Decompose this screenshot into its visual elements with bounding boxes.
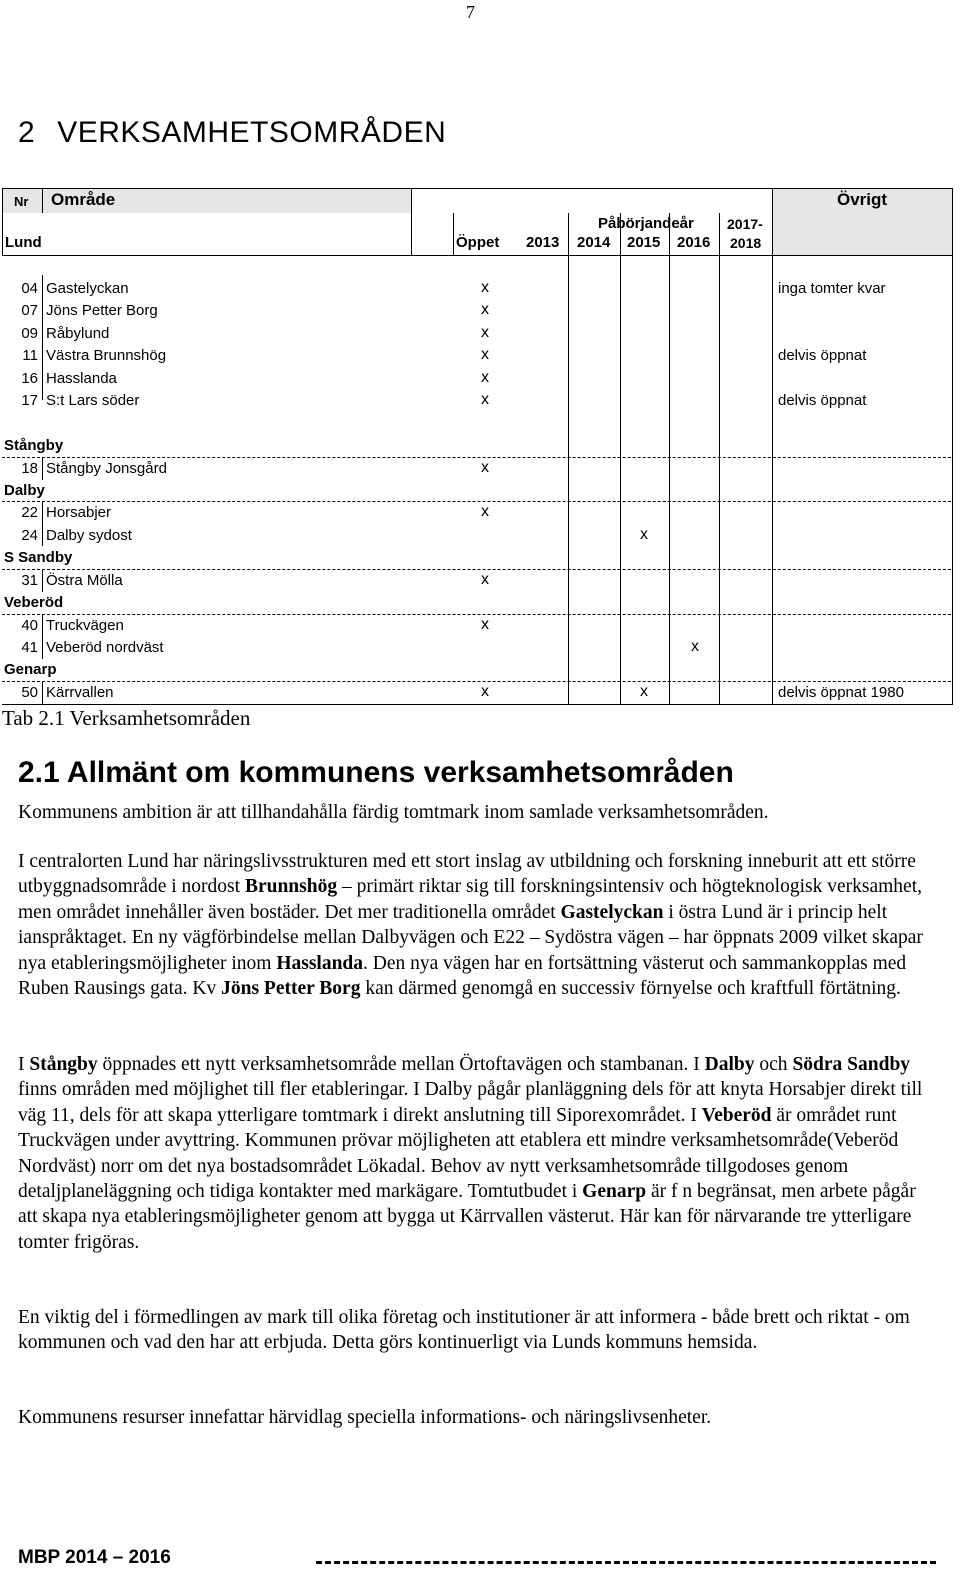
- place-name: Södra Sandby: [792, 1054, 911, 1075]
- header-ovrigt: Övrigt: [837, 190, 888, 209]
- row-nr: 17: [21, 392, 38, 409]
- row-nr: 18: [21, 460, 38, 477]
- group-label: Genarp: [4, 661, 57, 678]
- row-note: delvis öppnat 1980: [778, 684, 904, 701]
- footer-rule: [316, 1561, 936, 1564]
- row-mark: x: [481, 346, 489, 363]
- header-paborjandear: Påbörjandeår: [598, 215, 694, 232]
- place-name: Brunnshög: [244, 876, 338, 898]
- row-note: inga tomter kvar: [778, 280, 886, 297]
- row-nr: 50: [21, 684, 38, 701]
- table-border: [2, 188, 952, 189]
- place-name: Jöns Petter Borg: [221, 978, 361, 1000]
- col-rule: [42, 457, 43, 480]
- row-name: Veberöd nordväst: [46, 639, 164, 656]
- header-nr: Nr: [14, 194, 29, 209]
- row-name: Västra Brunnshög: [46, 347, 167, 364]
- group-separator: [2, 681, 951, 682]
- row-nr: 11: [22, 347, 38, 364]
- row-nr: 41: [21, 639, 38, 656]
- row-name: Jöns Petter Borg: [46, 302, 158, 319]
- header-omrade: Område: [51, 190, 116, 209]
- row-name: Stångby Jonsgård: [46, 460, 167, 477]
- col-rule: [568, 255, 569, 705]
- row-nr: 07: [21, 302, 38, 319]
- footer-label: MBP 2014 – 2016: [18, 1547, 171, 1568]
- header-2013: 2013: [526, 234, 560, 251]
- row-name: Hasslanda: [46, 370, 117, 387]
- row-mark: x: [481, 459, 489, 476]
- chapter-title: VERKSAMHETSOMRÅDEN: [57, 116, 447, 149]
- row-name: Kärrvallen: [46, 684, 114, 701]
- header-2018: 2018: [730, 235, 762, 251]
- group-separator: [2, 614, 951, 615]
- chapter-number: 2: [18, 116, 36, 149]
- col-rule: [453, 213, 454, 255]
- group-separator: [2, 501, 951, 502]
- row-mark: x: [481, 324, 489, 341]
- row-name: Gastelyckan: [46, 280, 129, 297]
- areas-table: [2, 188, 953, 706]
- table-border: [2, 255, 952, 256]
- row-nr: 40: [21, 617, 38, 634]
- header-2016: 2016: [677, 234, 711, 251]
- col-rule: [620, 255, 621, 705]
- section-heading: 2.1 Allmänt om kommunens verksamhetsområden: [18, 756, 734, 789]
- row-nr: 31: [21, 572, 38, 589]
- place-name: Hasslanda: [276, 952, 364, 974]
- place-name: Genarp: [582, 1181, 647, 1203]
- group-label: Veberöd: [4, 594, 64, 611]
- row-name: Horsabjer: [46, 504, 112, 521]
- row-nr: 16: [21, 370, 38, 387]
- paragraph: I Stångby öppnades ett nytt verksamhetsområde mellan Örtoftavägen och stambanan. I Dalby och Södra Sandby finns områden med möjlighet till fler etableringar. I Dalby pågår planläggning dels för att knyta Horsabjer direkt till väg 11, dels för att skapa ytterligare tomtmark i direkt anslutning till Siporexområdet. I Veberöd är området runt Truckvägen under avyttring. Kommunen prövar möjligheten att etablera ett mindre verksamhetsområde(Veberöd Nordväst) norr om det nya bostadsområdet Lökadal. Behov av nytt verksamhetsområde tillgodoses genom detaljplaneläggning och tidiga kontakter med markägare. Tomtutbudet i Genarp är f n begränsat, men arbete pågår att skapa nya etableringsmöjligheter genom att bygga ut Kärrvallen västerut. Här kan för närvarande tre ytterligare tomter frigöras.: [18, 1054, 923, 1253]
- paragraph: Kommunens resurser innefattar härvidlag speciella informations- och näringslivsenheter.: [18, 1407, 712, 1428]
- row-mark: x: [481, 391, 489, 408]
- header-2017: 2017-: [727, 216, 763, 232]
- row-mark: x: [481, 503, 489, 520]
- table-caption: Tab 2.1 Verksamhetsområden: [2, 706, 251, 730]
- header-2015: 2015: [627, 234, 661, 251]
- group-label: S Sandby: [4, 549, 73, 566]
- row-mark: x: [481, 279, 489, 296]
- row-mark: x: [640, 683, 648, 700]
- col-rule: [42, 275, 43, 400]
- col-rule: [719, 213, 720, 255]
- row-mark: x: [691, 638, 699, 655]
- row-name: S:t Lars söder: [46, 392, 140, 409]
- paragraph: En viktig del i förmedlingen av mark till olika företag och institutioner är att informera - både brett och riktat - om kommunen och vad den har att erbjuda. Detta görs kontinuerligt via Lunds kommuns hemsida.: [18, 1307, 910, 1354]
- row-mark: x: [481, 571, 489, 588]
- place-name: Dalby: [704, 1054, 755, 1075]
- row-mark: x: [481, 301, 489, 318]
- row-mark: x: [640, 526, 648, 543]
- row-mark: x: [481, 616, 489, 633]
- group-separator: [2, 457, 951, 458]
- row-nr: 09: [21, 325, 38, 342]
- col-rule: [772, 188, 773, 705]
- header-lund: Lund: [5, 234, 42, 251]
- col-rule: [42, 570, 43, 592]
- col-rule: [669, 255, 670, 705]
- col-rule: [42, 682, 43, 704]
- col-rule: [42, 614, 43, 659]
- col-rule: [719, 255, 720, 705]
- col-rule: [568, 213, 569, 255]
- page-number: 7: [466, 2, 475, 22]
- row-mark: x: [481, 683, 489, 700]
- row-nr: 24: [21, 527, 38, 544]
- chapter-heading: [18, 116, 446, 150]
- paragraph: Kommunens ambition är att tillhandahålla färdig tomtmark inom samlade verksamhetsområden.: [18, 802, 769, 823]
- group-label: Dalby: [4, 482, 45, 499]
- row-name: Truckvägen: [46, 617, 124, 634]
- table-border: [2, 704, 952, 705]
- header-oppet: Öppet: [456, 234, 500, 251]
- place-name: Stångby: [29, 1054, 98, 1075]
- col-rule: [42, 188, 43, 213]
- table-border: [2, 188, 3, 255]
- row-note: delvis öppnat: [778, 392, 867, 409]
- group-label: Stångby: [4, 437, 64, 454]
- table-border: [952, 188, 953, 705]
- row-name: Östra Mölla: [46, 572, 123, 589]
- place-name: Gastelyckan: [560, 901, 664, 923]
- place-name: Veberöd: [701, 1104, 772, 1126]
- col-rule: [42, 501, 43, 546]
- row-name: Dalby sydost: [46, 527, 132, 544]
- row-name: Råbylund: [46, 325, 110, 342]
- row-mark: x: [481, 369, 489, 386]
- paragraph: I centralorten Lund har näringslivsstrukturen med ett stort inslag av utbildning och forskning inneburit att ett större utbyggnadsområde i nordost Brunnshög – primärt riktar sig till forskningsintensiv och högteknologisk verksamhet, men området innehåller även bostäder. Det mer traditionella området Gastelyckan i östra Lund är i princip helt ianspråktaget. En ny vägförbindelse mellan Dalbyvägen och E22 – Sydöstra vägen – har öppnats 2009 vilket skapar nya etableringsmöjligheter inom Hasslanda. Den nya vägen har en fortsättning västerut och sammankopplas med Ruben Rausings gata. Kv Jöns Petter Borg kan därmed genomgå en successiv förnyelse och kraftfull förtätning.: [18, 851, 923, 1000]
- row-note: delvis öppnat: [778, 347, 867, 364]
- header-2014: 2014: [577, 234, 611, 251]
- row-nr: 04: [21, 280, 38, 297]
- col-rule: [411, 188, 412, 255]
- row-nr: 22: [21, 504, 38, 521]
- group-separator: [2, 569, 951, 570]
